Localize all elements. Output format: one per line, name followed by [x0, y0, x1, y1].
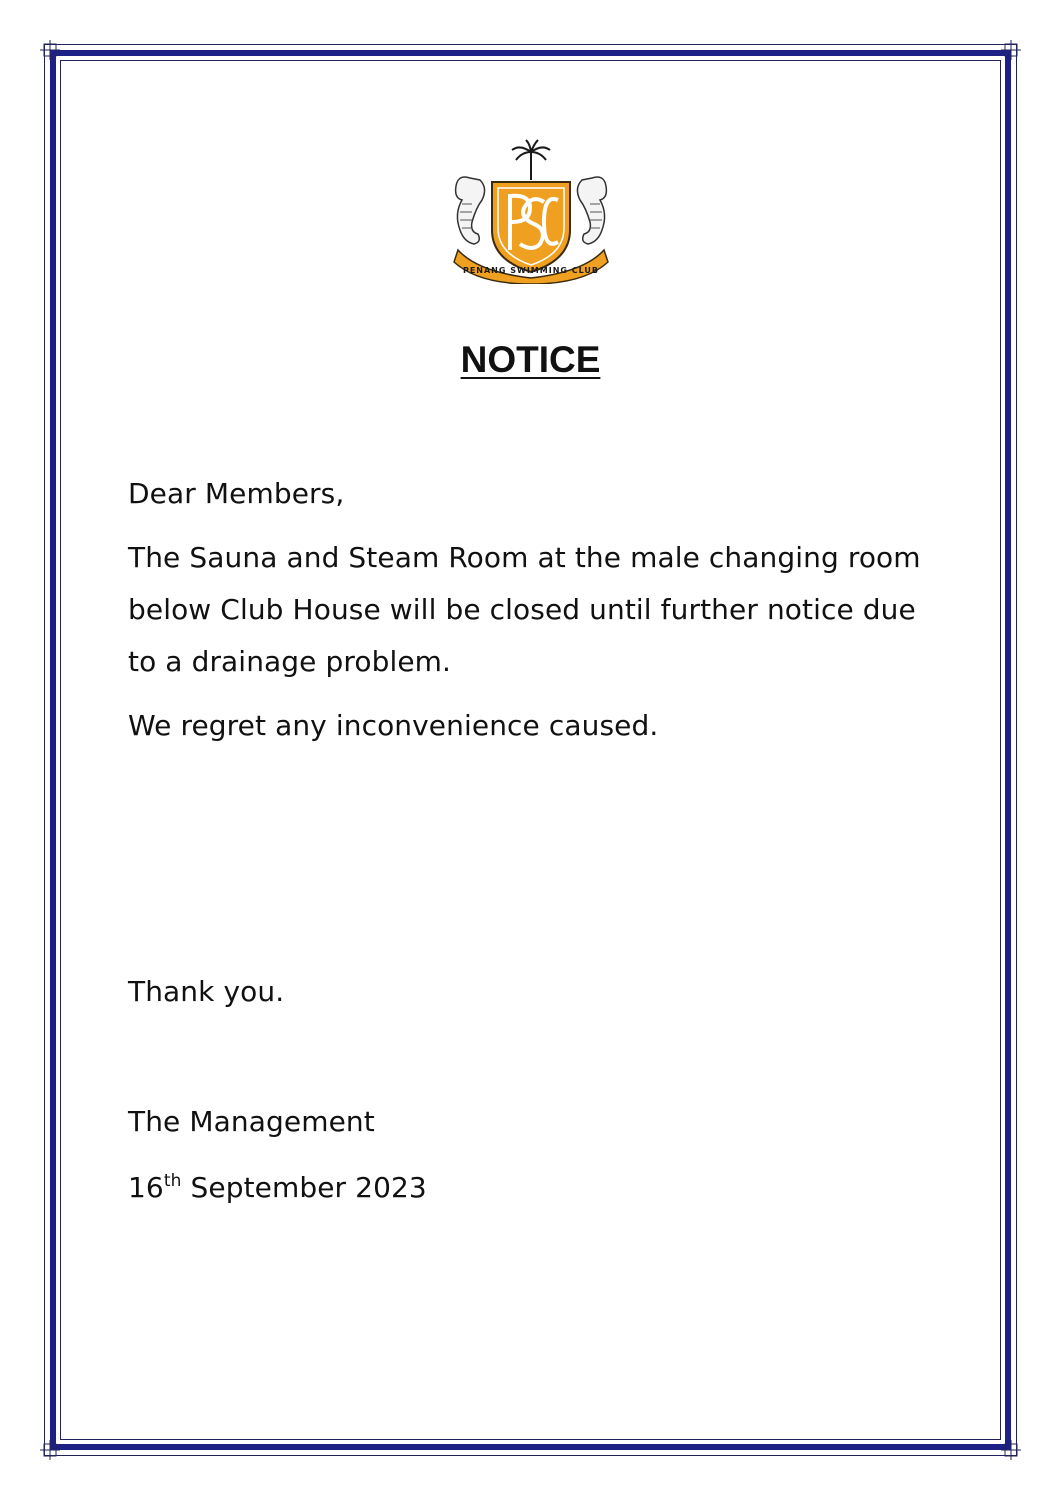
shield-icon	[492, 182, 570, 272]
ribbon-text: PENANG SWIMMING CLUB	[462, 266, 600, 275]
notice-paragraph: We regret any inconvenience caused.	[128, 709, 659, 742]
greeting: Dear Members,	[128, 477, 345, 510]
corner-ornament-icon	[40, 1440, 60, 1460]
notice-title: NOTICE	[460, 339, 601, 380]
date-day: 16	[128, 1171, 164, 1204]
date-rest: September 2023	[190, 1171, 427, 1204]
club-logo	[448, 138, 614, 284]
date-suffix: th	[163, 1171, 182, 1191]
corner-ornament-icon	[40, 40, 60, 60]
closing-thanks: Thank you.	[128, 975, 285, 1008]
seahorse-icon	[577, 177, 606, 244]
palm-tree-icon	[512, 140, 550, 180]
notice-paragraph: The Sauna and Steam Room at the male changing room below Club House will be closed until further notice due to a drainage problem.	[128, 541, 921, 678]
seahorse-icon	[456, 177, 485, 244]
corner-ornament-icon	[1001, 1440, 1021, 1460]
corner-ornament-icon	[1001, 40, 1021, 60]
notice-date	[128, 1162, 948, 1214]
signoff: The Management	[128, 1105, 375, 1138]
